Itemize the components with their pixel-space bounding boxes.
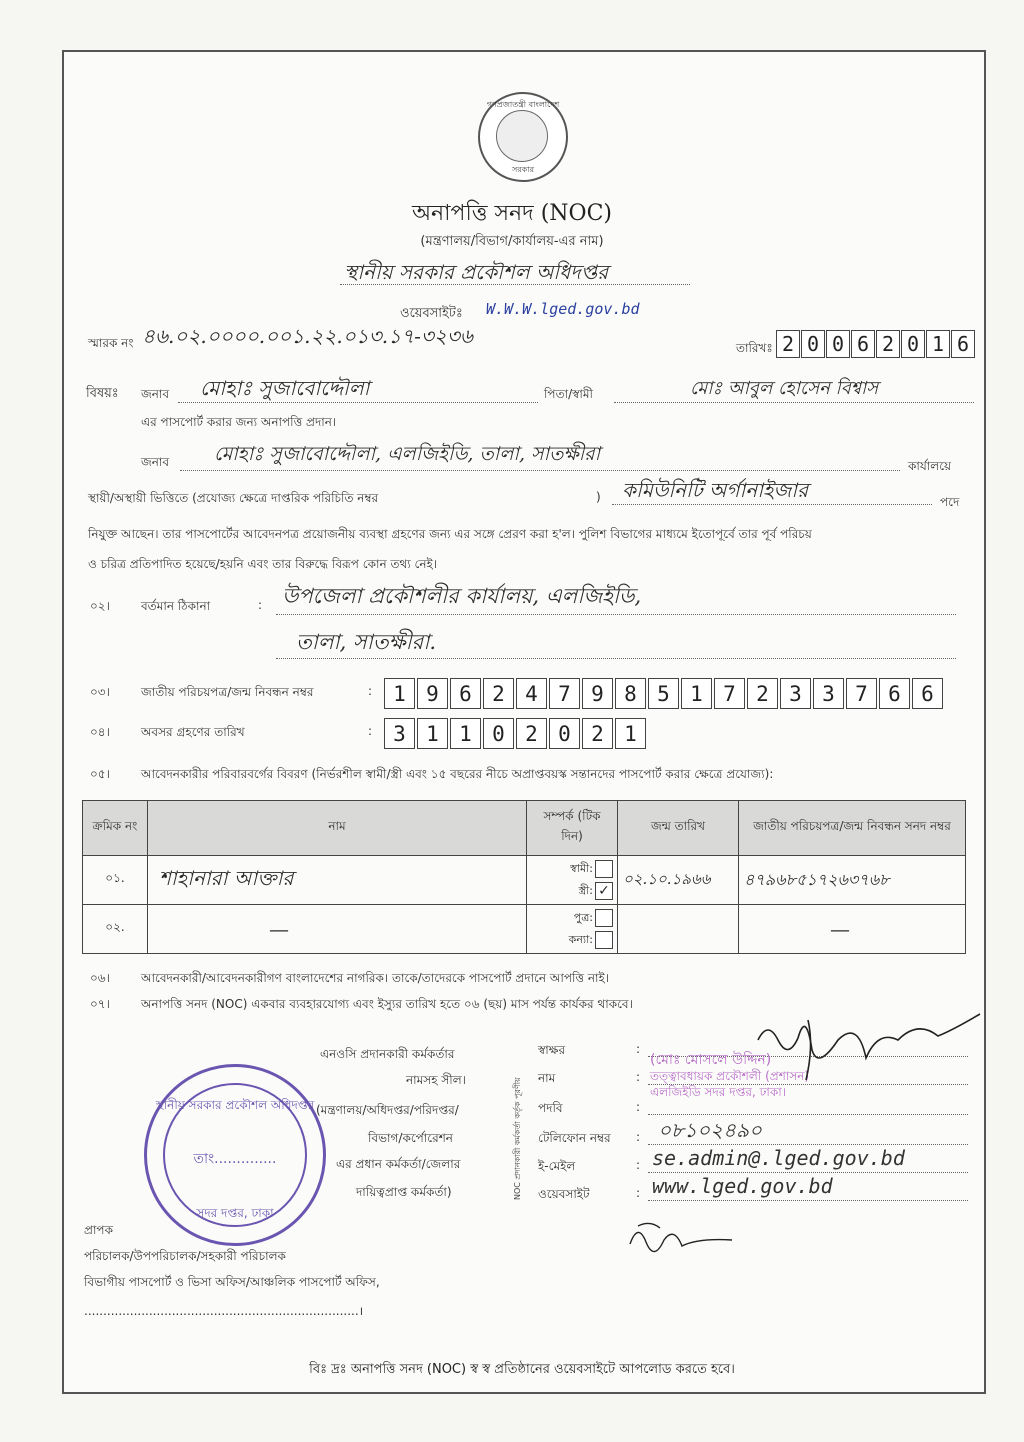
row-serial: ০১. <box>83 856 148 905</box>
address-line1: উপজেলা প্রকৌশলীর কার্যালয়, এলজিইডি, <box>282 584 642 608</box>
nid-digit-box: 6 <box>879 678 910 709</box>
label-name: নাম <box>538 1071 556 1085</box>
table-row <box>83 905 966 954</box>
item3-colon: : <box>368 684 373 698</box>
date-digit-box: 0 <box>901 330 925 358</box>
retirement-date-boxes <box>384 718 648 749</box>
nid-digit-box: 9 <box>417 678 448 709</box>
officer-left-5: এর প্রধান কর্মকর্তা/জেলার <box>336 1157 461 1171</box>
government-emblem <box>478 92 568 182</box>
designation-value: কমিউনিটি অর্গানাইজার <box>622 478 809 502</box>
recipient-label: প্রাপক <box>84 1223 113 1237</box>
memo-label: স্মারক নং <box>88 336 134 350</box>
row-nid: ৪৭৯৬৮৫১৭২৬৩৭৬৮ <box>739 856 966 905</box>
body-line1-value: মোহাঃ সুজাবোদ্দৌলা, এলজিইডি, তালা, সাতক্ষীরা <box>214 443 601 465</box>
seal-date-text: তাং.............. <box>193 1151 277 1167</box>
retirement-digit-box: 3 <box>384 718 415 749</box>
item2-colon: : <box>258 598 263 612</box>
telephone-value: ০৮১০২৪৯০ <box>658 1118 762 1142</box>
nid-digit-box: 1 <box>384 678 415 709</box>
colon-designation: : <box>636 1100 641 1114</box>
item2-label: বর্তমান ঠিকানা <box>141 599 211 613</box>
item7-label: অনাপত্তি সনদ (NOC) একবার ব্যবহারযোগ্য এবং ইস্যুর তারিখ হতে ০৬ (ছয়) মাস পর্যন্ত কার্যকর থাকবে। <box>141 997 633 1011</box>
footer-note: বিঃ দ্রঃ অনাপত্তি সনদ (NOC) স্ব স্ব প্রতিষ্ঠানের ওয়েবসাইটে আপলোড করতে হবে। <box>309 1362 735 1377</box>
father-label: পিতা/স্বামী <box>544 387 593 401</box>
colon-signature: : <box>636 1042 641 1056</box>
header-name: নাম <box>148 801 527 856</box>
nid-digit-box: 8 <box>615 678 646 709</box>
row-name: শাহানারা আক্তার <box>148 856 527 905</box>
date-digit-box: 1 <box>926 330 950 358</box>
nid-digit-box: 2 <box>483 678 514 709</box>
row-nid: — <box>739 905 966 954</box>
nid-digit-box: 3 <box>780 678 811 709</box>
body-line2-mid: ) <box>596 490 601 504</box>
retirement-digit-box: 1 <box>450 718 481 749</box>
retirement-digit-box: 0 <box>549 718 580 749</box>
subject-label: বিষয়ঃ <box>86 386 119 401</box>
relation-checkbox[interactable] <box>595 860 613 878</box>
item4-number: ০৪। <box>90 725 110 739</box>
label-email: ই-মেইল <box>538 1159 576 1173</box>
label-signature: স্বাক্ষর <box>538 1043 566 1057</box>
address-line2: তালা, সাতক্ষীরা. <box>296 630 436 654</box>
colon-email: : <box>636 1158 641 1172</box>
relation-checkbox[interactable] <box>595 931 613 949</box>
document-title: অনাপত্তি সনদ (NOC) <box>411 201 613 226</box>
label-designation: পদবি <box>538 1101 563 1115</box>
date-digit-box: 6 <box>851 330 875 358</box>
date-digit-box: 6 <box>951 330 975 358</box>
date-digit-box: 2 <box>876 330 900 358</box>
body-line3: নিযুক্ত আছেন। তার পাসপোর্টের আবেদনপত্র প্রয়োজনীয় ব্যবস্থা গ্রহণের জন্য এর সঙ্গে প্রেরণ করা হ'ল। পুলিশ বিভাগের মাধ্যমে ইতোপূর্বে তার পূর্ব পরিচয় <box>88 527 812 541</box>
officer-left-6: দায়িত্বপ্রাপ্ত কর্মকর্তা) <box>356 1185 452 1199</box>
retirement-digit-box: 2 <box>582 718 613 749</box>
table-row <box>83 856 966 905</box>
email-value: se.admin@.lged.gov.bd <box>652 1146 905 1170</box>
header-serial: ক্রমিক নং <box>83 801 148 856</box>
officer-left-2: নামসহ সীল। <box>406 1073 466 1087</box>
initial-signature <box>624 1216 744 1260</box>
officer-left-3: (মন্ত্রণালয়/অধিদপ্তর/পরিদপ্তর/ <box>316 1103 459 1117</box>
item7-number: ০৭। <box>90 997 110 1011</box>
retirement-digit-box: 1 <box>417 718 448 749</box>
retirement-digit-box: 2 <box>516 718 547 749</box>
website-value: W.W.W.lged.gov.bd <box>486 300 640 318</box>
nid-digit-box: 6 <box>912 678 943 709</box>
memo-number: ৪৬.০২.০০০০.০০১.২২.০১৩.১৭-৩২৩৬ <box>142 324 473 348</box>
officer-signature <box>748 1000 988 1090</box>
header-nid: জাতীয় পরিচয়পত্র/জন্ম নিবন্ধন সনদ নম্বর <box>739 801 966 856</box>
retirement-digit-box: 1 <box>615 718 646 749</box>
recipient-line2: বিভাগীয় পাসপোর্ট ও ভিসা অফিস/আঞ্চলিক পাসপোর্ট অফিস, <box>84 1275 380 1289</box>
website-handwritten-value: www.lged.gov.bd <box>652 1174 833 1198</box>
date-digit-box: 0 <box>826 330 850 358</box>
label-telephone: টেলিফোন নম্বর <box>538 1131 611 1145</box>
office-seal <box>144 1064 326 1246</box>
seal-top-text: স্থানীয় সরকার প্রকৌশল অধিদপ্তর <box>155 1098 315 1112</box>
item3-number: ০৩। <box>90 685 110 699</box>
item5-label: আবেদনকারীর পরিবারবর্গের বিবরণ (নির্ভরশীল স্বামী/স্ত্রী এবং ১৫ বছরের নীচে অপ্রাপ্তবয়স্ক সন্তানদের পাসপোর্ট করার ক্ষেত্রে প্রযোজ্য): <box>141 767 774 781</box>
item5-number: ০৫। <box>90 767 110 781</box>
item4-label: অবসর গ্রহণের তারিখ <box>141 725 245 739</box>
colon-website: : <box>636 1186 641 1200</box>
body-line2-end: পদে <box>940 495 960 509</box>
subject-janab: জনাব <box>141 387 170 401</box>
recipient-line3: ........................................................................। <box>84 1304 364 1318</box>
row-dob <box>618 905 739 954</box>
officer-name-stamp: (মোঃ মোসলে উদ্দিন) তত্ত্বাবধায়ক প্রকৌশলী (প্রশাসন) এলজিইডি সদর দপ্তর, ঢাকা। <box>650 1052 810 1099</box>
applicant-name: মোহাঃ সুজাবোদ্দৌলা <box>200 376 370 400</box>
body-line1-end: কার্যালয়ে <box>908 459 952 473</box>
nid-digit-box: 2 <box>747 678 778 709</box>
issue-date-boxes <box>776 330 976 358</box>
office-name: স্থানীয় সরকার প্রকৌশল অধিদপ্তর <box>344 260 609 284</box>
item2-number: ০২। <box>90 599 110 613</box>
item6-number: ০৬। <box>90 971 110 985</box>
header-relation: সম্পর্ক (টিক দিন) <box>527 801 618 856</box>
colon-name: : <box>636 1070 641 1084</box>
item6-label: আবেদনকারী/আবেদনকারীগণ বাংলাদেশের নাগরিক। তাকে/তাদেরকে পাসপোর্ট প্রদানে আপত্তি নাই। <box>141 971 610 985</box>
nid-digit-box: 4 <box>516 678 547 709</box>
nid-digit-box: 7 <box>714 678 745 709</box>
officer-left-1: এনওসি প্রদানকারী কর্মকর্তার <box>320 1047 455 1061</box>
nid-digit-box: 1 <box>681 678 712 709</box>
emblem-bottom-text: সরকার <box>511 165 534 174</box>
seal-bottom-text: সদর দপ্তর, ঢাকা <box>196 1206 274 1220</box>
subject-purpose: এর পাসপোর্ট করার জন্য অনাপত্তি প্রদান। <box>141 415 337 429</box>
date-label: তারিখঃ <box>736 341 773 355</box>
emblem-map-icon <box>496 110 548 162</box>
relation-checkbox[interactable] <box>595 909 613 927</box>
nid-digit-boxes <box>384 678 945 709</box>
nid-digit-box: 9 <box>582 678 613 709</box>
row-serial: ০২. <box>83 905 148 954</box>
header-dob: জন্ম তারিখ <box>618 801 739 856</box>
family-table <box>82 800 966 954</box>
nid-digit-box: 3 <box>813 678 844 709</box>
row-relation: পুত্র: কন্যা: <box>527 905 618 954</box>
date-digit-box: 2 <box>776 330 800 358</box>
nid-digit-box: 7 <box>846 678 877 709</box>
officer-vertical-label: NOC প্রদানকারী কর্মকর্তা কর্তৃক পূরণীয় <box>513 1077 522 1200</box>
relation-checkbox[interactable]: ✓ <box>595 882 613 900</box>
item3-label: জাতীয় পরিচয়পত্র/জন্ম নিবন্ধন নম্বর <box>141 685 314 699</box>
officer-left-4: বিভাগ/কর্পোরেশন <box>368 1131 453 1145</box>
emblem-top-text: গণপ্রজাতন্ত্রী বাংলাদেশ <box>486 100 560 109</box>
father-name: মোঃ আবুল হোসেন বিশ্বাস <box>690 378 879 399</box>
nid-digit-box: 7 <box>549 678 580 709</box>
row-relation: স্বামী: স্ত্রী: ✓ <box>527 856 618 905</box>
item4-colon: : <box>368 724 373 738</box>
nid-digit-box: 6 <box>450 678 481 709</box>
body-line2-start: স্থায়ী/অস্থায়ী ভিত্তিতে (প্রযোজ্য ক্ষেত্রে দাপ্তরিক পরিচিতি নম্বর <box>88 491 379 505</box>
website-label: ওয়েবসাইটঃ <box>400 306 463 321</box>
row-dob: ০২.১০.১৯৬৬ <box>618 856 739 905</box>
row-name: — <box>148 905 527 954</box>
recipient-line1: পরিচালক/উপপরিচালক/সহকারী পরিচালক <box>84 1249 286 1263</box>
document-subtitle: (মন্ত্রণালয়/বিভাগ/কার্যালয়-এর নাম) <box>420 234 604 249</box>
body-janab: জনাব <box>141 455 170 469</box>
nid-digit-box: 5 <box>648 678 679 709</box>
body-line4: ও চরিত্র প্রতিপাদিত হয়েছে/হয়নি এবং তার বিরুদ্ধে বিরূপ কোন তথ্য নেই। <box>88 557 438 571</box>
date-digit-box: 0 <box>801 330 825 358</box>
label-website: ওয়েবসাইট <box>538 1187 590 1201</box>
colon-telephone: : <box>636 1130 641 1144</box>
retirement-digit-box: 0 <box>483 718 514 749</box>
